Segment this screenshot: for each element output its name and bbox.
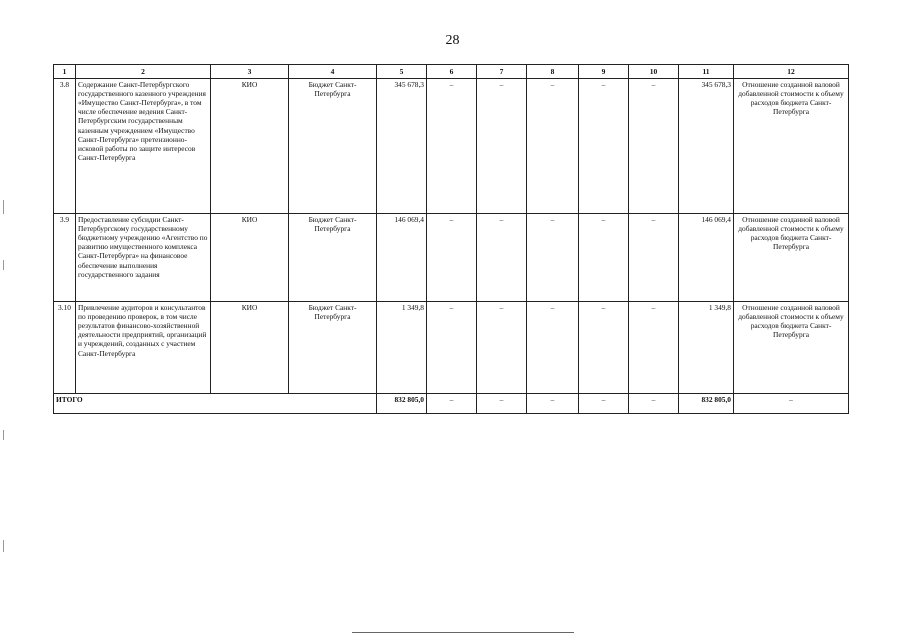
- row-total: 345 678,3: [377, 79, 427, 214]
- scan-edge-mark: [3, 200, 4, 214]
- header-cell: 6: [427, 65, 477, 79]
- total-year-value: –: [427, 394, 477, 414]
- header-cell: 9: [579, 65, 629, 79]
- row-year-value: –: [629, 79, 679, 214]
- table-header-row: [54, 65, 849, 79]
- scan-edge-mark: [3, 540, 4, 552]
- row-indicator: Отношение созданной валовой добавленной стоимости к объему расходов бюджета Санкт-Петербурга: [734, 302, 849, 394]
- total-indicator: –: [734, 394, 849, 414]
- row-funding-source: Бюджет Санкт-Петербурга: [289, 79, 377, 214]
- row-year-value: –: [427, 214, 477, 302]
- row-executor: КИО: [211, 214, 289, 302]
- total-year-value: –: [629, 394, 679, 414]
- row-total: 146 069,4: [377, 214, 427, 302]
- row-year-value: –: [527, 79, 579, 214]
- header-cell: 2: [76, 65, 211, 79]
- row-year-value: –: [427, 79, 477, 214]
- total-sum: 832 805,0: [377, 394, 427, 414]
- row-year-value: 1 349,8: [679, 302, 734, 394]
- total-year-value: –: [527, 394, 579, 414]
- row-executor: КИО: [211, 302, 289, 394]
- row-year-value: –: [579, 214, 629, 302]
- row-year-value: –: [477, 79, 527, 214]
- row-year-value: –: [629, 214, 679, 302]
- bottom-divider: [352, 632, 574, 633]
- scan-edge-mark: [3, 260, 4, 270]
- row-funding-source: Бюджет Санкт-Петербурга: [289, 214, 377, 302]
- row-total: 1 349,8: [377, 302, 427, 394]
- header-cell: 1: [54, 65, 76, 79]
- row-year-value: –: [629, 302, 679, 394]
- total-year-value: –: [579, 394, 629, 414]
- header-cell: 4: [289, 65, 377, 79]
- row-year-value: –: [477, 302, 527, 394]
- header-cell: 5: [377, 65, 427, 79]
- row-description: Привлечение аудиторов и консультантов по проведению проверок, в том числе результатов финансово-хозяйственной деятельности предприятий, организаций и учреждений, созданных с участием Санкт-Петербурга: [76, 302, 211, 394]
- table-row: [54, 302, 849, 394]
- row-year-value: 345 678,3: [679, 79, 734, 214]
- total-label: ИТОГО: [54, 394, 377, 414]
- header-cell: 10: [629, 65, 679, 79]
- total-row: [54, 394, 849, 414]
- row-year-value: –: [427, 302, 477, 394]
- row-number: 3.8: [54, 79, 76, 214]
- header-cell: 8: [527, 65, 579, 79]
- header-cell: 11: [679, 65, 734, 79]
- total-year-value: –: [477, 394, 527, 414]
- total-year-value: 832 805,0: [679, 394, 734, 414]
- row-number: 3.9: [54, 214, 76, 302]
- row-indicator: Отношение созданной валовой добавленной стоимости к объему расходов бюджета Санкт-Петербурга: [734, 214, 849, 302]
- page-number: 28: [445, 33, 460, 48]
- row-number: 3.10: [54, 302, 76, 394]
- row-funding-source: Бюджет Санкт-Петербурга: [289, 302, 377, 394]
- row-indicator: Отношение созданной валовой добавленной стоимости к объему расходов бюджета Санкт-Петербурга: [734, 79, 849, 214]
- row-description: Содержание Санкт-Петербургского государственного казенного учреждения «Имущество Санкт-Петербурга», в том числе обеспечение ведения Санкт-Петербургским государственным казенным учреждением «Имущество Санкт-Петербурга» претензионно-исковой работы по защите интересов Санкт-Петербурга: [76, 79, 211, 214]
- table-row: [54, 79, 849, 214]
- scan-edge-mark: [3, 430, 4, 440]
- budget-table: [53, 64, 849, 414]
- row-year-value: –: [477, 214, 527, 302]
- row-executor: КИО: [211, 79, 289, 214]
- row-year-value: –: [527, 214, 579, 302]
- header-cell: 7: [477, 65, 527, 79]
- row-description: Предоставление субсидии Санкт-Петербургскому государственному бюджетному учреждению «Агентство по развитию имущественного комплекса Санкт-Петербурга» на финансовое обеспечение выполнения государственного задания: [76, 214, 211, 302]
- row-year-value: –: [527, 302, 579, 394]
- header-cell: 12: [734, 65, 849, 79]
- row-year-value: –: [579, 79, 629, 214]
- row-year-value: 146 069,4: [679, 214, 734, 302]
- row-year-value: –: [579, 302, 629, 394]
- header-cell: 3: [211, 65, 289, 79]
- table-row: [54, 214, 849, 302]
